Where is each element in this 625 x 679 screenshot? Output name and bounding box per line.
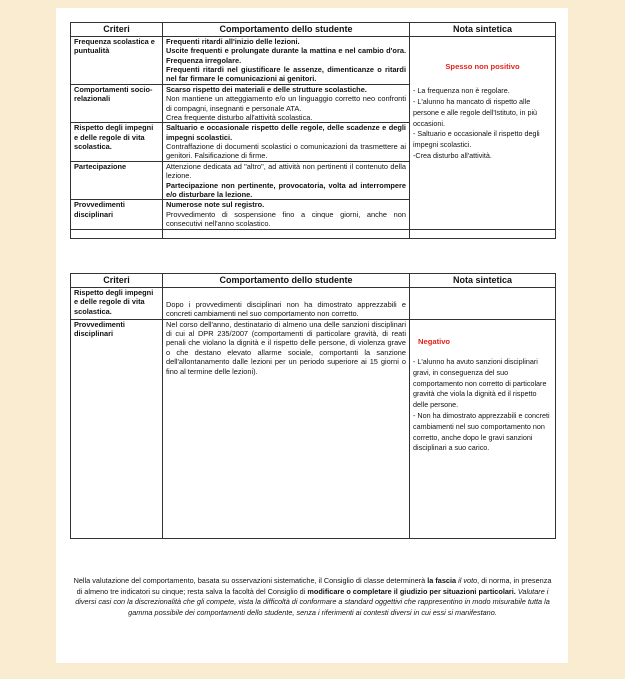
table-row: [71, 319, 556, 538]
behavior-line: Crea frequente disturbo all'attività scolastica.: [166, 112, 313, 122]
comportamento-cell: Nel corso dell'anno, destinatario di almeno una delle sanzioni disciplinari di cui al DPR 235/2007 (comportamenti di particolare gravità, di reati penali che violano la dignità e il rispetto delle persone, di violenza grave o che destano elevato allarme sociale, comportanti la sanzione dell'allontanamento dalle lezioni per un periodo superiore ai 15 giorni o fino al termine delle lezioni).: [163, 319, 410, 538]
comportamento-cell: [163, 161, 410, 200]
criterio-cell: Comportamenti socio-relazionali: [71, 84, 163, 123]
header-nota: Nota sintetica: [410, 23, 556, 37]
criterio-cell: Frequenza scolastica e puntualità: [71, 36, 163, 84]
nota-line: -Crea disturbo all'attività.: [413, 150, 492, 160]
nota-title: Spesso non positivo: [445, 61, 520, 71]
behavior-line: Numerose note sul registro.: [166, 200, 265, 210]
behavior-line: Frequenti ritardi nel giustificare le assenze, dimenticanze o ritardi nel far firmare le comunicazioni ai genitori.: [166, 64, 406, 84]
nota-title: Negativo: [418, 336, 451, 346]
header-comportamento: Comportamento dello studente: [163, 23, 410, 37]
criterio-cell: Rispetto degli impegni e delle regole di vita scolastica.: [71, 287, 163, 319]
behavior-line: Partecipazione non pertinente, provocatoria, volta ad interrompere e/o disturbare la lezione.: [166, 180, 406, 200]
criterio-cell: Rispetto degli impegni e delle regole di vita scolastica.: [71, 123, 163, 162]
table-spacer-row: [71, 229, 556, 238]
comportamento-cell: [163, 123, 410, 162]
behavior-line: Scarso rispetto dei materiali e delle strutture scolastiche.: [166, 84, 367, 94]
document-page: [56, 8, 568, 663]
nota-cell: [410, 319, 556, 538]
behavior-line: Provvedimento di sospensione fino a cinque giorni, anche non consecutivi nell'anno scolastico.: [166, 209, 406, 229]
comportamento-cell: [163, 200, 410, 229]
behavior-line: Uscite frequenti e prolungate durante la mattina e nel cambio d'ora. Frequenza irregolare.: [166, 46, 406, 65]
criterio-cell: Provvedimenti disciplinari: [71, 319, 163, 538]
header-criteri: Criteri: [71, 274, 163, 288]
table-row: [71, 287, 556, 319]
behavior-line: Non mantiene un atteggiamento e/o un linguaggio corretto neo confronti di compagni, insegnanti e personale ATA.: [166, 94, 406, 113]
comportamento-cell: [163, 84, 410, 123]
nota-line: - L'alunno ha mancato di rispetto alle persone e alle regole dell'Istituto, in più occasioni.: [413, 96, 538, 128]
nota-cell-empty: [410, 287, 556, 319]
behavior-line: Saltuario e occasionale rispetto delle regole, delle scadenze e degli impegni scolastici.: [166, 123, 406, 142]
nota-line: - L'alunno ha avuto sanzioni disciplinari gravi, in conseguenza del suo comportamento non corretto di particolare gravità che viola la dignità ed il rispetto delle persone.: [413, 356, 547, 410]
header-comportamento: Comportamento dello studente: [163, 274, 410, 288]
table-header-row: [71, 23, 556, 37]
table-row: [71, 36, 556, 84]
behavior-line: Contraffazione di documenti scolastici o comunicazioni da trasmettere ai genitori. Falsificazione di firme.: [166, 142, 406, 161]
behavior-table-1: [70, 22, 556, 239]
nota-line: - Non ha dimostrato apprezzabili e concreti cambiamenti nel suo comportamento non corretto, anche dopo le gravi sanzioni disciplinari a suo carico.: [413, 410, 550, 453]
comportamento-cell: [163, 36, 410, 84]
behavior-table-2: [70, 273, 556, 539]
criterio-cell: Partecipazione: [71, 161, 163, 200]
behavior-line: Attenzione dedicata ad "altro", ad attività non pertinenti il contenuto della lezione.: [166, 161, 406, 181]
table-header-row: [71, 274, 556, 288]
comportamento-cell: Dopo i provvedimenti disciplinari non ha dimostrato apprezzabili e concreti cambiamenti nel suo comportamento non corretto.: [163, 287, 410, 319]
nota-cell: [410, 36, 556, 229]
nota-line: - La frequenza non è regolare.: [413, 86, 510, 96]
header-criteri: Criteri: [71, 23, 163, 37]
footer-paragraph: Nella valutazione del comportamento, basata su osservazioni sistematiche, il Consiglio di classe determinerà la fascia il voto, di norma, in presenza di almeno tre indicatori su cinque; resta salva la facoltà del Consiglio di modificare o completare il giudizio per situazioni particolari. Valutare i diversi casi con la discrezionalità che gli compete, vista la difficoltà di conformare a standard oggettivi che rappresentino in modo misurabile tutta la gamma possibile dei comportamenti dello studente, senza i riferimenti ai contesti diversi in cui essi si manifestano.: [73, 576, 552, 617]
nota-line: - Saltuario e occasionale il rispetto degli impegni scolastici.: [413, 129, 540, 150]
criterio-cell: Provvedimenti disciplinari: [71, 200, 163, 229]
behavior-line: Frequenti ritardi all'inizio delle lezioni.: [166, 36, 300, 46]
header-nota: Nota sintetica: [410, 274, 556, 288]
